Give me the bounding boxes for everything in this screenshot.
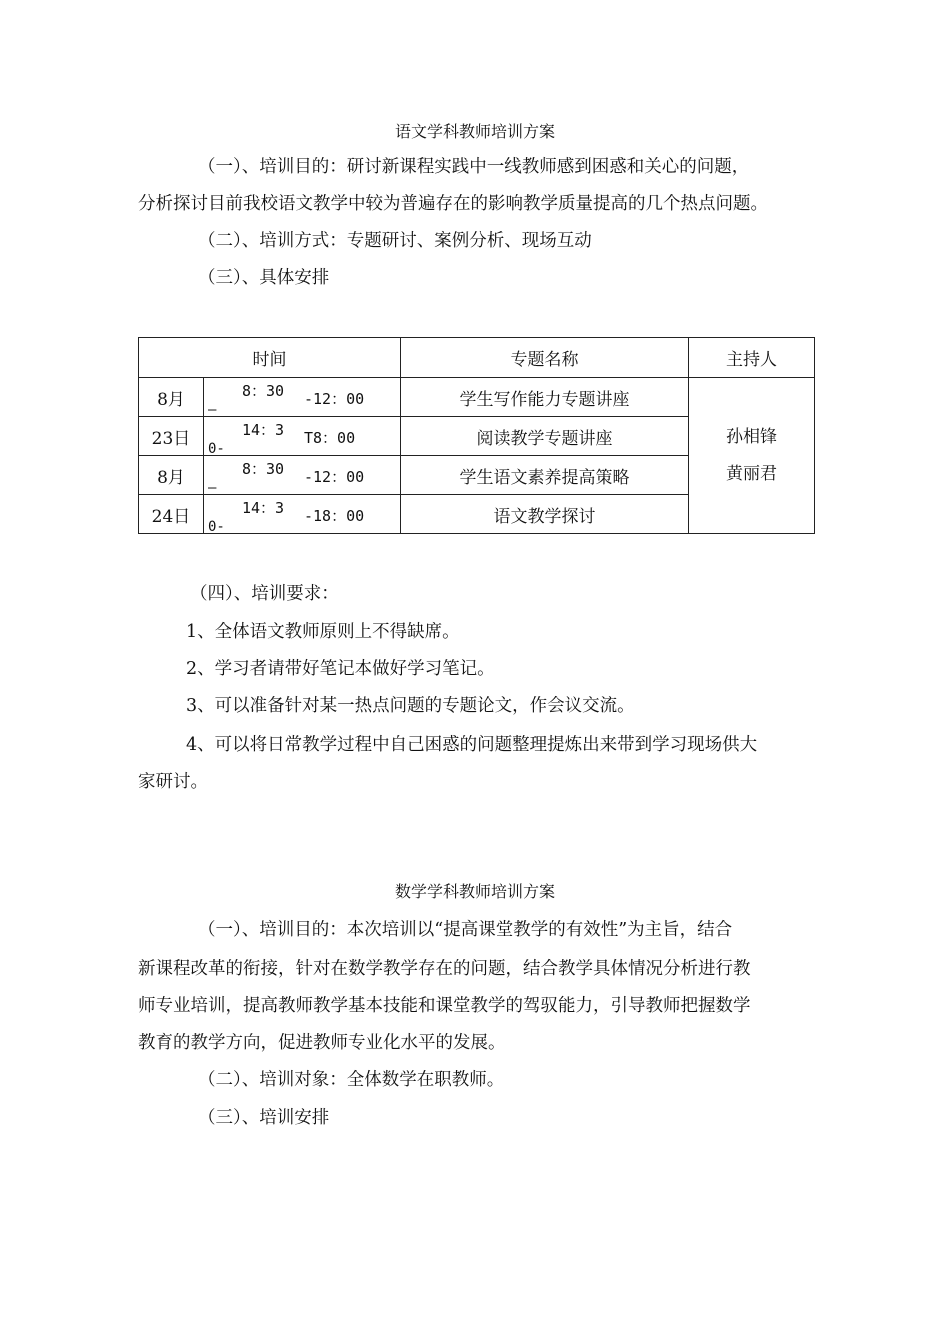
chinese-requirement-4-line1: 4、可以将日常教学过程中自己困惑的问题整理提炼出来带到学习现场供大 — [186, 735, 758, 755]
topic-cell: 阅读教学专题讲座 — [401, 417, 689, 456]
math-schedule-heading: （三）、培训安排 — [198, 1108, 330, 1128]
time-start: 14：3 — [242, 499, 285, 517]
time-end: -12：00 — [304, 468, 365, 486]
time-start: 8：30 — [242, 382, 285, 400]
math-purpose-line2: 新课程改革的衔接，针对在数学教学存在的问题，结合教学具体情况分析进行教 — [138, 959, 751, 979]
host-cell — [689, 378, 815, 534]
chinese-schedule-table — [138, 337, 815, 534]
date-cell: 24日 — [139, 495, 204, 534]
time-cell — [204, 495, 401, 534]
date-cell: 8月 — [139, 456, 204, 495]
time-start: 14：3 — [242, 421, 285, 439]
chinese-requirement-4-line2: 家研讨。 — [138, 772, 208, 792]
header-host: 主持人 — [689, 338, 815, 378]
chinese-requirement-3: 3、可以准备针对某一热点问题的专题论文，作会议交流。 — [186, 696, 635, 716]
math-purpose-line4: 教育的教学方向，促进教师专业化水平的发展。 — [138, 1033, 506, 1053]
time-end: -12：00 — [304, 390, 365, 408]
chinese-schedule-heading: （三）、具体安排 — [198, 268, 330, 288]
host-name: 黄丽君 — [726, 463, 777, 484]
math-plan-title: 数学学科教师培训方案 — [394, 882, 555, 901]
time-cell — [204, 456, 401, 495]
time-mark: — — [208, 480, 217, 496]
time-mark: 0- — [208, 441, 225, 457]
time-end: T8：00 — [304, 429, 356, 447]
date-cell: 23日 — [139, 417, 204, 456]
chinese-purpose-line1: （一）、培训目的：研讨新课程实践中一线教师感到困惑和关心的问题， — [198, 157, 750, 177]
math-purpose-line3: 师专业培训，提高教师教学基本技能和课堂教学的驾驭能力，引导教师把握数学 — [138, 996, 751, 1016]
topic-cell: 语文教学探讨 — [401, 495, 689, 534]
chinese-requirements-heading: （四）、培训要求： — [190, 584, 339, 604]
header-topic: 专题名称 — [401, 338, 689, 378]
chinese-requirement-1: 1、全体语文教师原则上不得缺席。 — [186, 622, 460, 642]
header-time: 时间 — [139, 338, 401, 378]
table-row — [139, 378, 815, 417]
time-cell — [204, 417, 401, 456]
topic-cell: 学生语文素养提高策略 — [401, 456, 689, 495]
topic-cell: 学生写作能力专题讲座 — [401, 378, 689, 417]
host-name: 孙相锋 — [726, 426, 777, 447]
time-end: -18：00 — [304, 507, 365, 525]
math-target: （二）、培训对象：全体数学在职教师。 — [198, 1070, 505, 1090]
time-mark: — — [208, 402, 217, 418]
time-mark: 0- — [208, 519, 225, 535]
chinese-requirement-2: 2、学习者请带好笔记本做好学习笔记。 — [186, 659, 495, 679]
chinese-plan-title: 语文学科教师培训方案 — [394, 122, 555, 141]
time-cell — [204, 378, 401, 417]
table-header-row — [139, 338, 815, 378]
date-cell: 8月 — [139, 378, 204, 417]
chinese-method: （二）、培训方式：专题研讨、案例分析、现场互动 — [198, 231, 592, 251]
math-purpose-line1: （一）、培训目的：本次培训以“提高课堂教学的有效性”为主旨，结合 — [198, 920, 733, 940]
chinese-purpose-line2: 分析探讨目前我校语文教学中较为普遍存在的影响教学质量提高的几个热点问题。 — [138, 194, 768, 214]
time-start: 8：30 — [242, 460, 285, 478]
